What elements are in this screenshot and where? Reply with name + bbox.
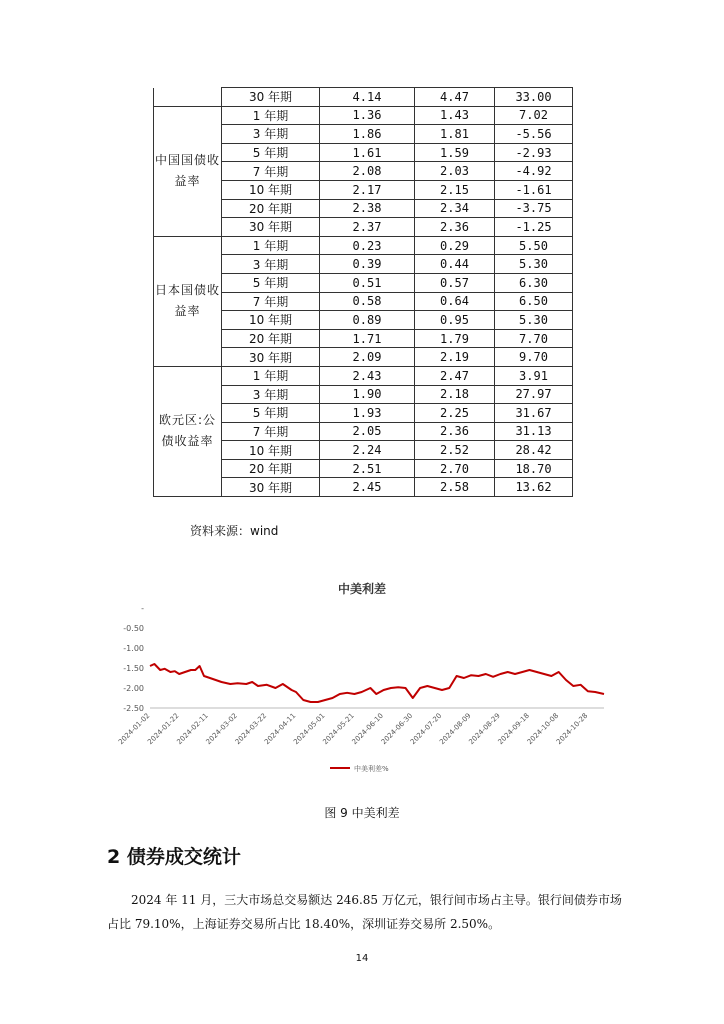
value-cell: 2.43 bbox=[320, 366, 415, 385]
value-cell: 2.70 bbox=[415, 459, 495, 478]
section-heading: 2 债券成交统计 bbox=[107, 846, 241, 868]
term-cell: 7 年期 bbox=[222, 162, 320, 181]
value-cell: 1.59 bbox=[415, 143, 495, 162]
value-cell: 0.57 bbox=[415, 273, 495, 292]
term-cell: 30 年期 bbox=[222, 218, 320, 237]
value-cell: -3.75 bbox=[495, 199, 573, 218]
value-cell: 5.30 bbox=[495, 255, 573, 274]
value-cell: 0.23 bbox=[320, 236, 415, 255]
x-tick-label: 2024-05-21 bbox=[321, 711, 356, 747]
term-cell: 3 年期 bbox=[222, 125, 320, 144]
value-cell: 7.02 bbox=[495, 106, 573, 125]
value-cell: -1.25 bbox=[495, 218, 573, 237]
value-cell: 1.81 bbox=[415, 125, 495, 144]
x-tick-label: 2024-04-11 bbox=[262, 711, 298, 747]
value-cell: 2.24 bbox=[320, 441, 415, 460]
term-cell: 20 年期 bbox=[222, 459, 320, 478]
value-cell: 1.61 bbox=[320, 143, 415, 162]
term-cell: 5 年期 bbox=[222, 404, 320, 423]
group-label: 日本国债收益率 bbox=[154, 236, 222, 366]
x-tick-label: 2024-01-02 bbox=[116, 711, 152, 747]
value-cell: -2.93 bbox=[495, 143, 573, 162]
value-cell: 0.29 bbox=[415, 236, 495, 255]
value-cell: 2.51 bbox=[320, 459, 415, 478]
x-tick-label: 2024-09-18 bbox=[496, 711, 531, 747]
value-cell: 2.58 bbox=[415, 478, 495, 497]
value-cell: 2.36 bbox=[415, 218, 495, 237]
value-cell: 0.51 bbox=[320, 273, 415, 292]
value-cell: 27.97 bbox=[495, 385, 573, 404]
value-cell: 7.70 bbox=[495, 329, 573, 348]
value-cell: 0.58 bbox=[320, 292, 415, 311]
page-number: 14 bbox=[355, 953, 369, 964]
value-cell: 2.45 bbox=[320, 478, 415, 497]
value-cell: 2.19 bbox=[415, 348, 495, 367]
x-tick-label: 2024-08-09 bbox=[438, 711, 473, 747]
term-cell: 20 年期 bbox=[222, 329, 320, 348]
value-cell: 1.71 bbox=[320, 329, 415, 348]
term-cell: 1 年期 bbox=[222, 366, 320, 385]
value-cell: -4.92 bbox=[495, 162, 573, 181]
value-cell: 4.14 bbox=[320, 88, 415, 107]
value-cell: -1.61 bbox=[495, 180, 573, 199]
term-cell: 30 年期 bbox=[222, 348, 320, 367]
value-cell: 6.30 bbox=[495, 273, 573, 292]
value-cell: 2.17 bbox=[320, 180, 415, 199]
value-cell: 1.93 bbox=[320, 404, 415, 423]
value-cell: 2.15 bbox=[415, 180, 495, 199]
group-label: 中国国债收益率 bbox=[154, 106, 222, 236]
term-cell: 3 年期 bbox=[222, 255, 320, 274]
value-cell: 2.36 bbox=[415, 422, 495, 441]
term-cell: 7 年期 bbox=[222, 422, 320, 441]
y-tick-label: -2.50 bbox=[123, 704, 144, 713]
series-line bbox=[150, 664, 604, 702]
value-cell: 13.62 bbox=[495, 478, 573, 497]
term-cell: 30 年期 bbox=[222, 88, 320, 107]
term-cell: 7 年期 bbox=[222, 292, 320, 311]
y-tick-label: -2.00 bbox=[123, 684, 144, 693]
y-tick-label: - bbox=[141, 604, 144, 613]
value-cell: 1.36 bbox=[320, 106, 415, 125]
value-cell: 0.95 bbox=[415, 311, 495, 330]
value-cell: 2.09 bbox=[320, 348, 415, 367]
value-cell: 5.50 bbox=[495, 236, 573, 255]
value-cell: 33.00 bbox=[495, 88, 573, 107]
value-cell: 1.79 bbox=[415, 329, 495, 348]
group-label: 欧元区:公债收益率 bbox=[154, 366, 222, 496]
value-cell: 1.43 bbox=[415, 106, 495, 125]
value-cell: 2.25 bbox=[415, 404, 495, 423]
value-cell: 2.03 bbox=[415, 162, 495, 181]
value-cell: 31.67 bbox=[495, 404, 573, 423]
x-tick-label: 2024-03-02 bbox=[204, 711, 240, 747]
term-cell: 5 年期 bbox=[222, 143, 320, 162]
value-cell: 2.18 bbox=[415, 385, 495, 404]
term-cell: 20 年期 bbox=[222, 199, 320, 218]
value-cell: 2.47 bbox=[415, 366, 495, 385]
term-cell: 1 年期 bbox=[222, 236, 320, 255]
value-cell: 2.52 bbox=[415, 441, 495, 460]
x-tick-label: 2024-10-28 bbox=[554, 711, 590, 747]
value-cell: 4.47 bbox=[415, 88, 495, 107]
x-tick-label: 2024-05-01 bbox=[292, 711, 327, 747]
value-cell: 2.05 bbox=[320, 422, 415, 441]
value-cell: 28.42 bbox=[495, 441, 573, 460]
x-tick-label: 2024-03-22 bbox=[233, 711, 269, 747]
chart-title: 中美利差 bbox=[337, 582, 386, 596]
value-cell: -5.56 bbox=[495, 125, 573, 144]
figure-caption: 图 9 中美利差 bbox=[324, 806, 400, 820]
x-tick-label: 2024-02-11 bbox=[175, 711, 210, 747]
x-tick-label: 2024-07-20 bbox=[408, 711, 444, 747]
value-cell: 6.50 bbox=[495, 292, 573, 311]
x-tick-label: 2024-06-30 bbox=[379, 711, 415, 747]
term-cell: 10 年期 bbox=[222, 441, 320, 460]
y-tick-label: -1.00 bbox=[123, 644, 144, 653]
value-cell: 2.34 bbox=[415, 199, 495, 218]
legend-label: 中美利差% bbox=[354, 765, 389, 773]
value-cell: 3.91 bbox=[495, 366, 573, 385]
value-cell: 0.89 bbox=[320, 311, 415, 330]
value-cell: 1.86 bbox=[320, 125, 415, 144]
value-cell: 31.13 bbox=[495, 422, 573, 441]
term-cell: 10 年期 bbox=[222, 311, 320, 330]
value-cell: 0.39 bbox=[320, 255, 415, 274]
value-cell: 2.38 bbox=[320, 199, 415, 218]
term-cell: 5 年期 bbox=[222, 273, 320, 292]
value-cell: 2.08 bbox=[320, 162, 415, 181]
value-cell: 0.64 bbox=[415, 292, 495, 311]
term-cell: 1 年期 bbox=[222, 106, 320, 125]
x-tick-label: 2024-10-08 bbox=[525, 711, 561, 747]
term-cell: 3 年期 bbox=[222, 385, 320, 404]
value-cell: 0.44 bbox=[415, 255, 495, 274]
value-cell: 9.70 bbox=[495, 348, 573, 367]
x-tick-label: 2024-08-29 bbox=[467, 711, 502, 747]
value-cell: 18.70 bbox=[495, 459, 573, 478]
term-cell: 10 年期 bbox=[222, 180, 320, 199]
x-tick-label: 2024-06-10 bbox=[350, 711, 385, 747]
value-cell: 5.30 bbox=[495, 311, 573, 330]
body-paragraph: 2024 年 11 月，三大市场总交易额达 246.85 万亿元，银行间市场占主导。银行间债券市场占比 79.10%，上海证券交易所占比 18.40%，深圳证券交易所 2.50%。 bbox=[107, 893, 622, 931]
y-tick-label: -1.50 bbox=[123, 664, 144, 673]
y-tick-label: -0.50 bbox=[123, 624, 144, 633]
value-cell: 2.37 bbox=[320, 218, 415, 237]
x-tick-label: 2024-01-22 bbox=[146, 711, 181, 747]
value-cell: 1.90 bbox=[320, 385, 415, 404]
table-source: 资料来源：wind bbox=[190, 524, 279, 538]
term-cell: 30 年期 bbox=[222, 478, 320, 497]
